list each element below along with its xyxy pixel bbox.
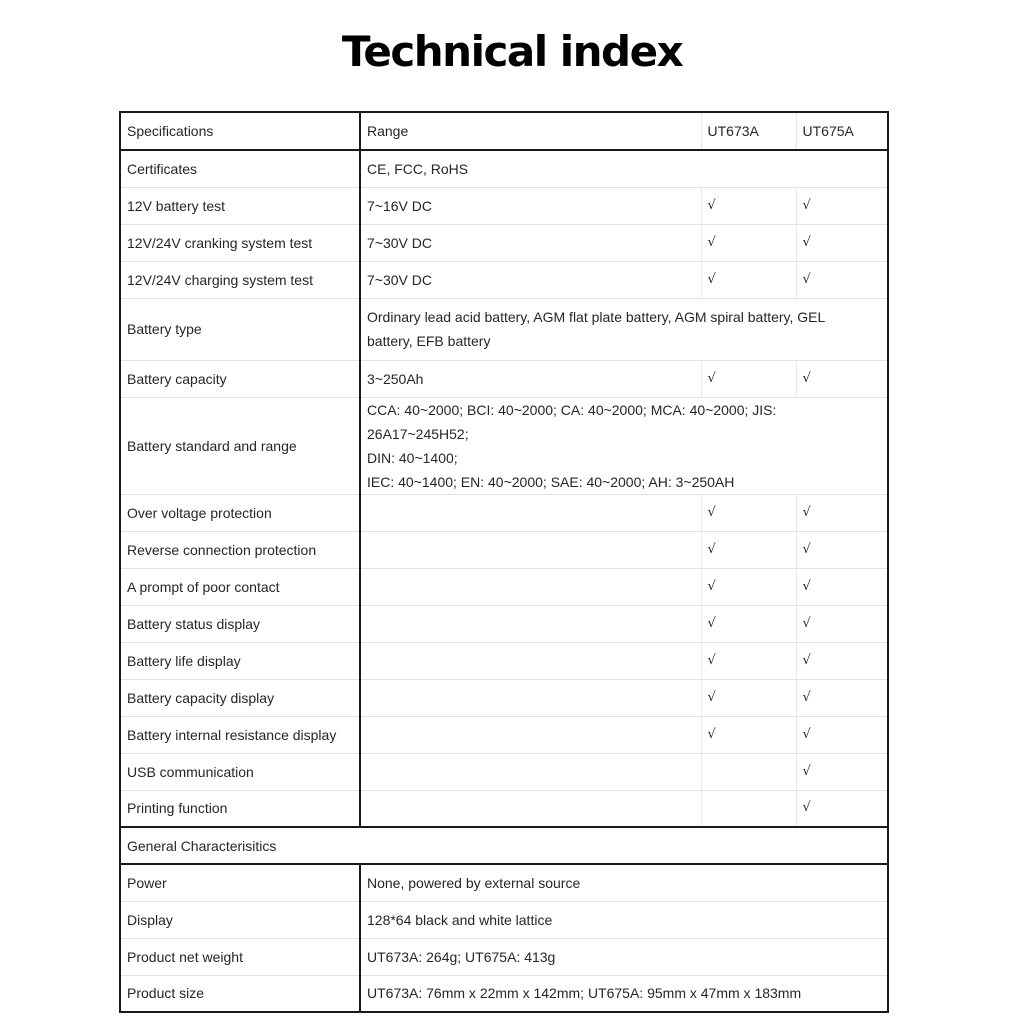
table-row	[120, 531, 888, 568]
page-title: Technical index	[341, 27, 683, 76]
header-model-b: UT675A	[796, 112, 888, 150]
ut673a-check: √	[701, 642, 796, 679]
ut675a-check: √	[796, 716, 888, 753]
range-value: 7~16V DC	[360, 187, 701, 224]
spec-name: Product net weight	[120, 938, 360, 975]
table-row	[120, 716, 888, 753]
section-row	[120, 827, 888, 864]
ut673a-check: √	[701, 224, 796, 261]
table-row	[120, 901, 888, 938]
table-row	[120, 360, 888, 397]
table-row	[120, 298, 888, 360]
ut675a-check: √	[796, 261, 888, 298]
table-row	[120, 753, 888, 790]
range-value	[360, 494, 701, 531]
spec-name: 12V/24V cranking system test	[120, 224, 360, 261]
table-row	[120, 261, 888, 298]
range-value: 7~30V DC	[360, 261, 701, 298]
ut675a-check: √	[796, 568, 888, 605]
spec-name: Battery life display	[120, 642, 360, 679]
header-range: Range	[360, 112, 701, 150]
ut675a-check: √	[796, 360, 888, 397]
ut675a-check: √	[796, 642, 888, 679]
spec-name: Display	[120, 901, 360, 938]
table-row	[120, 790, 888, 827]
ut675a-check: √	[796, 790, 888, 827]
spec-name: Battery type	[120, 298, 360, 360]
ut673a-check: √	[701, 494, 796, 531]
ut673a-check	[701, 790, 796, 827]
range-value	[360, 790, 701, 827]
general-value: 128*64 black and white lattice	[360, 901, 888, 938]
range-line: battery, EFB battery	[367, 333, 491, 349]
table-row	[120, 864, 888, 901]
spec-name: Product size	[120, 975, 360, 1012]
table-row	[120, 938, 888, 975]
header-specifications: Specifications	[120, 112, 360, 150]
ut673a-check: √	[701, 531, 796, 568]
table-row	[120, 150, 888, 187]
spec-name: 12V battery test	[120, 187, 360, 224]
range-line: CCA: 40~2000; BCI: 40~2000; CA: 40~2000; MCA: 40~2000; JIS: 26A17~245H52;	[367, 401, 777, 442]
general-value: None, powered by external source	[360, 864, 888, 901]
range-value	[360, 531, 701, 568]
range-value	[360, 568, 701, 605]
ut675a-check: √	[796, 224, 888, 261]
range-line: Ordinary lead acid battery, AGM flat plate battery, AGM spiral battery, GEL	[367, 309, 826, 325]
spec-name: Battery capacity display	[120, 679, 360, 716]
spec-name: USB communication	[120, 753, 360, 790]
spec-name: Power	[120, 864, 360, 901]
table-row	[120, 642, 888, 679]
table-row	[120, 224, 888, 261]
ut675a-check: √	[796, 494, 888, 531]
spec-name: A prompt of poor contact	[120, 568, 360, 605]
spec-name: Battery capacity	[120, 360, 360, 397]
ut673a-check: √	[701, 605, 796, 642]
spec-table	[119, 111, 889, 1013]
ut675a-check: √	[796, 187, 888, 224]
general-value: UT673A: 76mm x 22mm x 142mm; UT675A: 95mm x 47mm x 183mm	[367, 985, 802, 1002]
ut673a-check: √	[701, 187, 796, 224]
ut675a-check: √	[796, 531, 888, 568]
range-value	[360, 397, 888, 494]
ut673a-check: √	[701, 261, 796, 298]
range-value: 7~30V DC	[360, 224, 701, 261]
table-row	[120, 568, 888, 605]
range-value	[360, 298, 888, 360]
range-value	[360, 753, 701, 790]
section-title: General Characterisitics	[120, 827, 888, 864]
ut675a-check: √	[796, 679, 888, 716]
range-value	[360, 642, 701, 679]
spec-name: Reverse connection protection	[120, 531, 360, 568]
table-row	[120, 975, 888, 1012]
range-value	[360, 605, 701, 642]
ut675a-check: √	[796, 605, 888, 642]
spec-name: Battery status display	[120, 605, 360, 642]
spec-name: Certificates	[120, 150, 360, 187]
range-line: IEC: 40~1400; EN: 40~2000; SAE: 40~2000; AH: 3~250AH	[367, 473, 735, 490]
table-row	[120, 187, 888, 224]
spec-name: Over voltage protection	[120, 494, 360, 531]
spec-name: 12V/24V charging system test	[120, 261, 360, 298]
ut673a-check: √	[701, 716, 796, 753]
table-row	[120, 605, 888, 642]
ut673a-check: √	[701, 360, 796, 397]
table-row	[120, 679, 888, 716]
table-header-row	[120, 112, 888, 150]
range-value	[360, 716, 701, 753]
ut675a-check: √	[796, 753, 888, 790]
ut673a-check: √	[701, 679, 796, 716]
ut673a-check	[701, 753, 796, 790]
spec-name: Battery internal resistance display	[120, 716, 360, 753]
general-value: UT673A: 264g; UT675A: 413g	[360, 938, 888, 975]
header-model-a: UT673A	[701, 112, 796, 150]
spec-name: Printing function	[120, 790, 360, 827]
range-value	[360, 679, 701, 716]
ut673a-check: √	[701, 568, 796, 605]
range-line: DIN: 40~1400;	[367, 449, 458, 466]
range-value: 3~250Ah	[360, 360, 701, 397]
spec-name: Battery standard and range	[120, 397, 360, 494]
table-row	[120, 397, 888, 494]
table-row	[120, 494, 888, 531]
range-value: CE, FCC, RoHS	[360, 150, 888, 187]
